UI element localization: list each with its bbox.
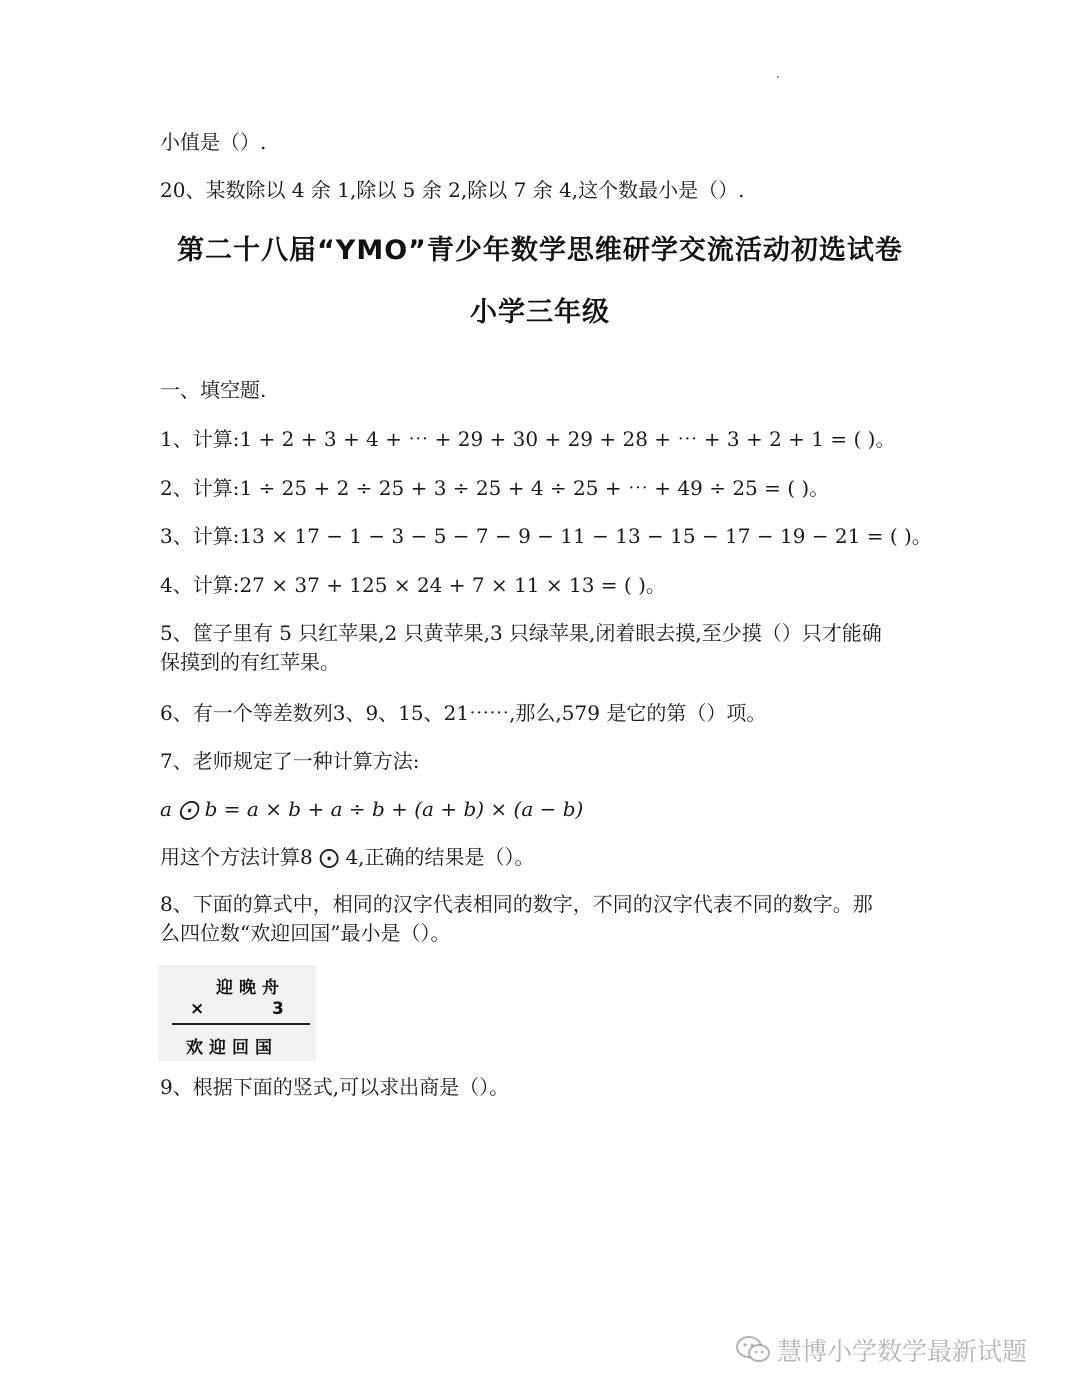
- question-3: 3、计算:13 × 17 − 1 − 3 − 5 − 7 − 9 − 11 − 13 − 15 − 17 − 19 − 21 = ( )。: [160, 524, 932, 548]
- question-20: 20、某数除以 4 余 1,除以 5 余 2,除以 7 余 4,这个数最小是（）.: [160, 178, 745, 202]
- question-7-task: 用这个方法计算8 ⨀ 4,正确的结果是（）。: [160, 845, 535, 869]
- question-5-line-1: 5、筐子里有 5 只红苹果,2 只黄苹果,3 只绿苹果,闭着眼去摸,至少摸（）只才能确: [160, 621, 882, 645]
- previous-question-tail: 小值是（）.: [160, 130, 267, 154]
- question-8-line-2: 么四位数“欢迎回国”最小是（）。: [160, 921, 451, 945]
- question-9: 9、根据下面的竖式,可以求出商是（）。: [160, 1075, 510, 1099]
- section-heading: 一、填空题.: [160, 378, 267, 402]
- question-2: 2、计算:1 ÷ 25 + 2 ÷ 25 + 3 ÷ 25 + 4 ÷ 25 + ⋯ + 49 ÷ 25 = ( )。: [160, 476, 830, 500]
- watermark: [735, 1330, 1027, 1370]
- question-7: 7、老师规定了一种计算方法:: [160, 749, 420, 773]
- question-8-line-1: 8、下面的算式中，相同的汉字代表相同的数字，不同的汉字代表不同的数字。那: [160, 892, 873, 916]
- scan-dot: [777, 76, 779, 78]
- question-6: 6、有一个等差数列3、9、15、21⋯⋯,那么,579 是它的第（）项。: [160, 701, 767, 725]
- question-7-formula: a ⨀ b = a × b + a ÷ b + (a + b) × (a − b): [160, 797, 584, 821]
- watermark-text: 慧博小学数学最新试题: [777, 1337, 1028, 1366]
- question-1: 1、计算:1 + 2 + 3 + 4 + ⋯ + 29 + 30 + 29 + 28 + ⋯ + 3 + 2 + 1 = ( )。: [160, 427, 896, 451]
- wechat-icon: [735, 1335, 771, 1365]
- puzzle-multiplicand: 迎晚舟: [216, 978, 285, 998]
- puzzle-product: 欢迎回国: [186, 1038, 278, 1058]
- grade-title: 小学三年级: [470, 297, 610, 328]
- exam-title: 第二十八届“YMO”青少年数学思维研学交流活动初选试卷: [177, 235, 903, 266]
- puzzle-multiplier: 3: [272, 999, 290, 1019]
- question-4: 4、计算:27 × 37 + 125 × 24 + 7 × 11 × 13 = ( )。: [160, 573, 666, 597]
- puzzle-operator: ×: [190, 999, 211, 1019]
- puzzle-rule-line: [172, 1023, 310, 1025]
- question-5-line-2: 保摸到的有红苹果。: [160, 650, 340, 674]
- multiplication-puzzle: [158, 965, 316, 1061]
